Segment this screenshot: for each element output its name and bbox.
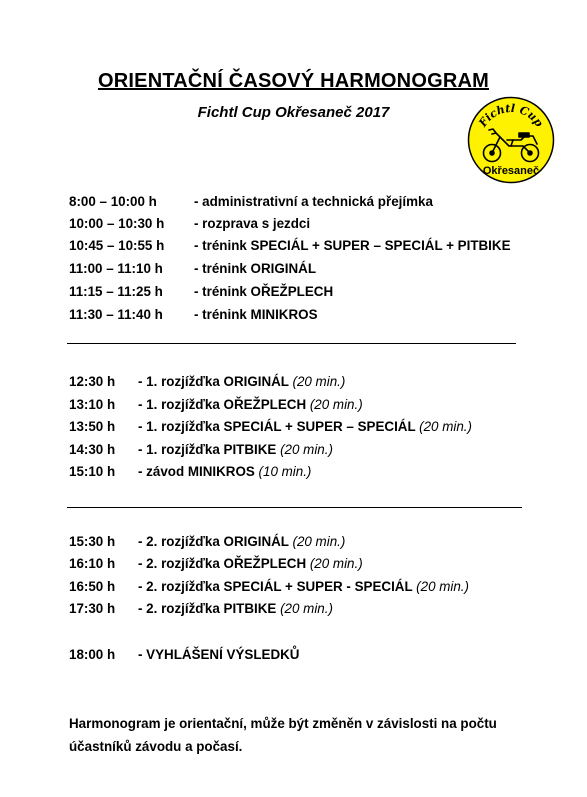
row-desc-group <box>138 600 333 618</box>
row-desc-group <box>138 441 333 459</box>
event-subtitle: Fichtl Cup Okřesaneč 2017 <box>197 104 390 121</box>
row-duration: (20 min.) <box>419 419 472 434</box>
row-desc: - rozprava s jezdci <box>194 216 311 231</box>
row-time: 16:50 h <box>69 579 116 594</box>
row-duration: (20 min.) <box>292 374 346 389</box>
page-title: ORIENTAČNÍ ČASOVÝ HARMONOGRAM <box>98 70 489 92</box>
row-duration: (10 min.) <box>258 464 312 479</box>
row-duration: (20 min.) <box>309 556 363 571</box>
row-desc-group <box>138 396 363 414</box>
row-time: 11:00 – 11:10 h <box>69 261 163 276</box>
row-time: 15:30 h <box>69 534 116 549</box>
row-desc-group <box>138 373 345 391</box>
row-desc: - závod MINIKROS <box>138 464 255 479</box>
row-desc-group <box>138 555 363 573</box>
row-desc: - VYHLÁŠENÍ VÝSLEDKŮ <box>138 647 300 662</box>
row-time: 11:30 – 11:40 h <box>69 307 163 322</box>
row-time: 8:00 – 10:00 h <box>69 194 157 209</box>
row-desc: - 1. rozjížďka ORIGINÁL <box>138 374 289 389</box>
row-time: 13:50 h <box>69 419 116 434</box>
row-time: 10:45 – 10:55 h <box>69 238 165 253</box>
section-divider <box>67 507 522 508</box>
row-time: 13:10 h <box>69 397 116 412</box>
row-desc-group <box>138 533 345 551</box>
row-time: 10:00 – 10:30 h <box>69 216 165 231</box>
row-time: 11:15 – 11:25 h <box>69 284 163 299</box>
row-duration: (20 min.) <box>416 579 469 594</box>
row-desc: - 1. rozjížďka PITBIKE <box>138 442 277 457</box>
row-desc: - 2. rozjížďka OŘEŽPLECH <box>138 556 307 571</box>
row-duration: (20 min.) <box>309 397 363 412</box>
row-time: 14:30 h <box>69 442 116 457</box>
row-time: 18:00 h <box>69 647 116 662</box>
row-desc-group <box>138 578 469 596</box>
row-desc: - 2. rozjížďka PITBIKE <box>138 601 277 616</box>
row-desc: - 2. rozjížďka ORIGINÁL <box>138 534 289 549</box>
fichtl-cup-logo <box>467 96 555 184</box>
row-desc-group <box>138 463 311 481</box>
row-duration: (20 min.) <box>280 601 333 616</box>
row-desc-group <box>138 418 472 436</box>
row-time: 12:30 h <box>69 374 116 389</box>
row-desc: - 2. rozjížďka SPECIÁL + SUPER - SPECIÁL <box>138 579 413 594</box>
row-desc: - trénink SPECIÁL + SUPER – SPECIÁL + PITBIKE <box>194 238 511 253</box>
row-duration: (20 min.) <box>292 534 346 549</box>
logo-bottom-text: Okřesaneč <box>482 165 540 177</box>
row-desc: - trénink ORIGINÁL <box>194 261 317 276</box>
row-time: 15:10 h <box>69 464 116 479</box>
section-divider <box>67 343 516 344</box>
footer-note: Harmonogram je orientační, může být změněn v závislosti na počtu účastníků závodu a počasí. <box>69 716 497 754</box>
row-time: 17:30 h <box>69 601 116 616</box>
row-desc: - trénink MINIKROS <box>194 307 318 322</box>
row-duration: (20 min.) <box>280 442 333 457</box>
row-desc: - trénink OŘEŽPLECH <box>194 284 334 299</box>
logo-top-text: Fichtl Cup <box>476 101 546 130</box>
row-desc: - 1. rozjížďka SPECIÁL + SUPER – SPECIÁL <box>138 419 416 434</box>
row-desc: - 1. rozjížďka OŘEŽPLECH <box>138 397 307 412</box>
row-time: 16:10 h <box>69 556 116 571</box>
row-desc: - administrativní a technická přejímka <box>194 194 433 209</box>
